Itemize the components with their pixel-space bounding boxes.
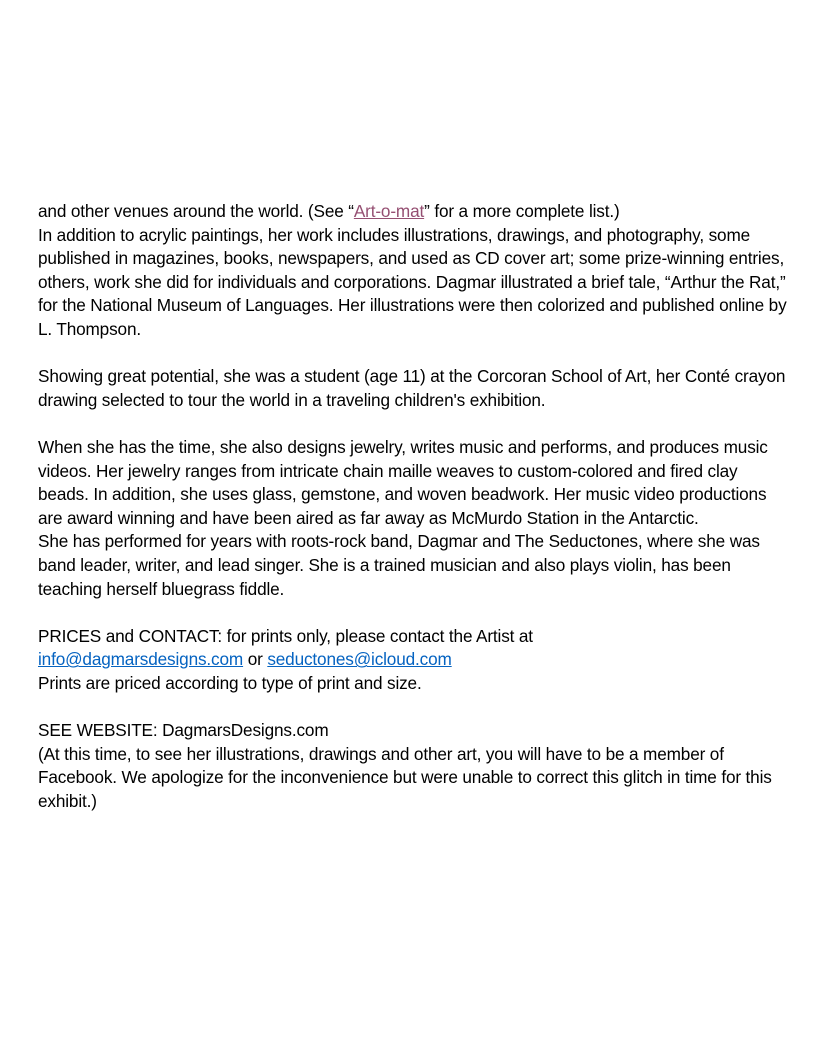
document-body <box>38 200 788 813</box>
pricing-text: Prints are priced according to type of print and size. <box>38 672 422 693</box>
art-o-mat-link[interactable]: Art-o-mat <box>353 201 425 221</box>
paragraph-spacer <box>38 601 788 625</box>
email-link-info[interactable]: info@dagmarsdesigns.com <box>38 649 244 670</box>
contact-heading: PRICES and CONTACT: for prints only, please contact the Artist at <box>38 625 533 646</box>
paragraph-spacer <box>38 342 788 366</box>
venues-line <box>38 200 788 224</box>
jewelry-music-paragraph: When she has the time, she also designs jewelry, writes music and performs, and produces music videos. Her jewelry ranges from intricate chain maille weaves to custom-colored and fired clay beads. In addition, she uses glass, gemstone, and woven beadwork. Her music video productions are award winning and have been aired as far away as McMurdo Station in the Antarctic. <box>38 436 768 528</box>
paragraph-spacer <box>38 412 788 436</box>
facebook-note: (At this time, to see her illustrations, drawings and other art, you will have to be a member of Facebook. We apologize for the inconvenience but were unable to correct this glitch in time for this exhibit.) <box>38 743 772 811</box>
email-link-seductones[interactable]: seductones@icloud.com <box>267 649 452 670</box>
education-paragraph: Showing great potential, she was a student (age 11) at the Corcoran School of Art, her Conté crayon drawing selected to tour the world in a traveling children's exhibition. <box>38 366 786 410</box>
work-paragraph: In addition to acrylic paintings, her work includes illustrations, drawings, and photography, some published in magazines, books, newspapers, and used as CD cover art; some prize-winning entries, others, work she did for individuals and corporations. Dagmar illustrated a brief tale, “Arthur the Rat,” for the National Museum of Languages. Her illustrations were then colorized and published online by L. Thompson. <box>38 224 787 339</box>
contact-emails <box>38 648 788 672</box>
venues-text-after: ” for a more complete list.) <box>424 201 620 221</box>
website-line: SEE WEBSITE: DagmarsDesigns.com <box>38 720 329 741</box>
email-separator: or <box>243 649 268 670</box>
venues-text-before: and other venues around the world. (See “ <box>38 201 354 221</box>
band-paragraph: She has performed for years with roots-rock band, Dagmar and The Seductones, where she was band leader, writer, and lead singer. She is a trained musician and also plays violin, has been teaching herself bluegrass fiddle. <box>38 531 760 599</box>
paragraph-spacer <box>38 695 788 719</box>
